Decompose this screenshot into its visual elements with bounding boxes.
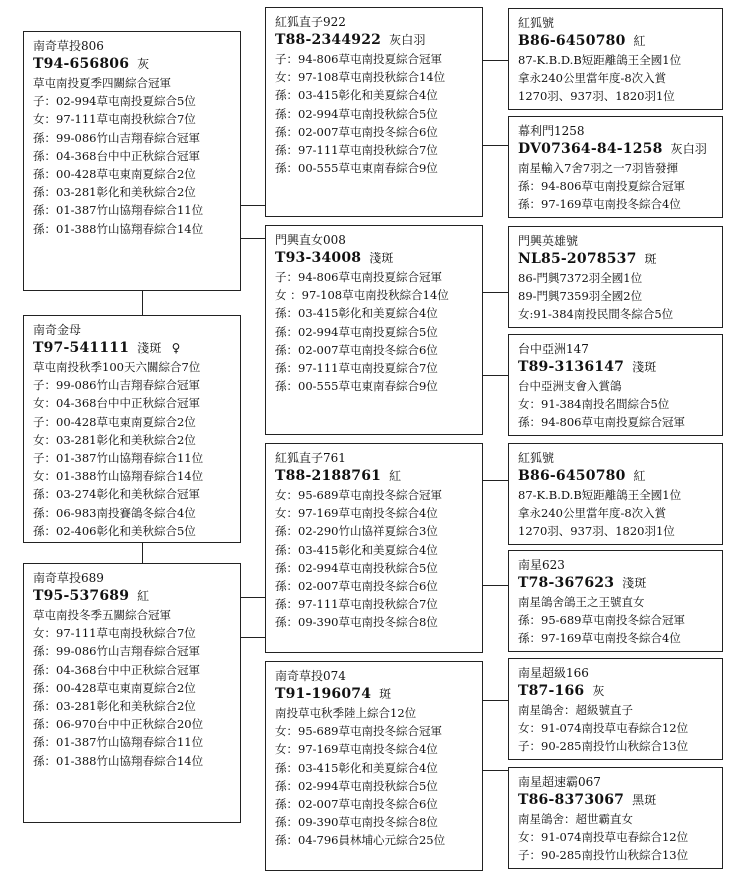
record-line: 子：94-806草屯南投夏綜合冠軍 (275, 52, 442, 66)
feather-color: 淺斑 (632, 360, 657, 374)
ring-number: T86-8373067 (518, 792, 625, 808)
ring-number: NL85-2078537 (518, 251, 637, 267)
pigeon-name: 紅狐號 (518, 16, 555, 30)
record-line: 孫：97-111草屯南投秋綜合7位 (275, 143, 438, 158)
feather-color: 灰 (137, 57, 150, 71)
record-line: 孫：01-387竹山協翔春綜合11位 (33, 735, 204, 750)
feather-color: 紅 (633, 469, 646, 483)
record-line: 女：97-169草屯南投冬綜合4位 (275, 506, 438, 521)
record-line: 孫：04-368台中中正秋綜合冠軍 (33, 148, 200, 163)
grandsire-card[interactable] (265, 443, 483, 653)
record-line: 孫：97-169草屯南投冬綜合4位 (518, 631, 681, 645)
pigeon-name: 南奇草投689 (33, 571, 104, 585)
record-line: 草屯南投冬季五關綜合冠軍 (33, 608, 171, 622)
record-line: 南投草屯秋季陸上綜合12位 (275, 706, 417, 720)
sire-card[interactable] (23, 31, 241, 291)
connector-line (142, 542, 143, 563)
feather-color: 紅 (633, 34, 646, 48)
record-line: 孫：00-555草屯東南春綜合9位 (275, 161, 438, 176)
record-line: 孫：02-007草屯南投冬綜合6位 (275, 579, 438, 594)
ring-number: T78-367623 (518, 575, 615, 591)
record-line: 87-K.B.D.B短距離鴿王全國1位 (518, 488, 682, 502)
connector-line (240, 205, 265, 206)
ring-number: T88-2344922 (275, 32, 382, 48)
record-line: 孫：01-388竹山協翔春綜合14位 (33, 753, 204, 768)
record-line: 孫：94-806草屯南投夏綜合冠軍 (518, 415, 685, 429)
record-line: 孫：09-390草屯南投冬綜合8位 (275, 815, 438, 830)
ancestor-card[interactable] (508, 550, 723, 652)
record-line: 孫：02-290竹山協祥夏綜合3位 (275, 524, 438, 539)
female-icon: ♀ (171, 341, 181, 355)
pigeon-name: 紅狐直子761 (275, 451, 346, 465)
record-line: 孫：94-806草屯南投夏綜合冠軍 (518, 179, 685, 193)
record-line: 南星鴿舍：超級號直子 (518, 703, 633, 717)
record-line: 女：04-368台中中正秋綜合冠軍 (33, 396, 200, 411)
ancestor-card[interactable] (508, 443, 723, 545)
pigeon-name: 南星超級166 (518, 666, 589, 680)
record-line: 女：91-074南投草屯春綜合12位 (518, 721, 689, 735)
connector-line (482, 700, 508, 701)
record-line: 孫：03-274彰化和美秋綜合冠軍 (33, 487, 200, 502)
connector-line (240, 637, 265, 638)
pigeon-name: 南星超速霸067 (518, 775, 601, 789)
record-line: 台中亞洲支會入賞鴿 (518, 379, 622, 393)
record-line: 女：97-169草屯南投冬綜合4位 (275, 742, 438, 757)
record-line: 子：02-994草屯南投夏綜合5位 (33, 94, 196, 109)
record-line: 孫：02-994草屯南投秋綜合5位 (275, 778, 438, 793)
ancestor-card[interactable] (508, 767, 723, 869)
grandsire-card[interactable] (265, 7, 483, 217)
record-line: 草屯南投夏季四關綜合冠軍 (33, 76, 171, 90)
record-line: 孫：01-388竹山協翔春綜合14位 (33, 221, 204, 236)
record-line: 孫：04-796員林埔心元綜合25位 (275, 833, 446, 848)
record-line: 子：90-285南投竹山秋綜合13位 (518, 739, 689, 753)
record-line: 孫：00-428草屯東南夏綜合2位 (33, 680, 196, 695)
granddam-card[interactable] (265, 225, 483, 435)
ring-number: T87-166 (518, 683, 585, 699)
record-line: 孫：02-406彰化和美秋綜合5位 (33, 523, 196, 538)
pigeon-name: 幕利門1258 (518, 124, 585, 138)
record-line: 1270羽、937羽、1820羽1位 (518, 89, 675, 103)
record-line: 女：91-384南投名間綜合5位 (518, 397, 670, 411)
record-line: 子：01-387竹山協翔春綜合11位 (33, 451, 204, 466)
record-line: 草屯南投秋季100天六關綜合7位 (33, 360, 201, 374)
connector-line (142, 290, 143, 315)
ring-number: B86-6450780 (518, 33, 626, 49)
feather-color: 紅 (389, 469, 402, 483)
record-line: 孫：03-415彰化和美夏綜合4位 (275, 542, 438, 557)
ring-number: DV07364-84-1258 (518, 141, 663, 157)
record-line: 子：00-428草屯東南夏綜合2位 (33, 414, 196, 429)
ancestor-card[interactable] (508, 116, 723, 218)
connector-line (482, 375, 508, 376)
record-line: 1270羽、937羽、1820羽1位 (518, 524, 675, 538)
ancestor-card[interactable] (508, 658, 723, 760)
ancestor-card[interactable] (508, 334, 723, 436)
record-line: 女：97-111草屯南投秋綜合7位 (33, 112, 196, 127)
ring-number: T89-3136147 (518, 359, 625, 375)
connector-line (482, 60, 508, 61)
feather-color: 灰白羽 (389, 33, 426, 47)
record-line: 89-門興7359羽全國2位 (518, 289, 643, 303)
record-line: 南星輸入7舍7羽之一7羽皆發揮 (518, 161, 678, 175)
record-line: 南星鴿舍：超世霸直女 (518, 812, 633, 826)
record-line: 86-門興7372羽全國1位 (518, 271, 643, 285)
record-line: 孫：03-415彰化和美夏綜合4位 (275, 306, 438, 321)
record-line: 孫：00-428草屯東南夏綜合2位 (33, 167, 196, 182)
ring-number: T95-537689 (33, 588, 130, 604)
record-line: 孫：95-689草屯南投冬綜合冠軍 (518, 613, 685, 627)
feather-color: 斑 (379, 687, 392, 701)
pigeon-name: 門興直女008 (275, 233, 346, 247)
record-line: 女 ：97-108草屯南投秋綜合14位 (275, 288, 449, 303)
record-line: 孫：00-555草屯東南春綜合9位 (275, 379, 438, 394)
record-line: 女：03-281彰化和美秋綜合2位 (33, 432, 196, 447)
feather-color: 紅 (137, 589, 150, 603)
record-line: 女:91-384南投民間冬綜合5位 (518, 307, 674, 321)
pigeon-name: 南奇草投074 (275, 669, 346, 683)
feather-color: 淺斑 (369, 251, 394, 265)
record-line: 女：97-108草屯南投秋綜合14位 (275, 70, 446, 85)
pigeon-name: 門興英雄號 (518, 234, 579, 248)
feather-color: 淺斑 (137, 341, 162, 355)
record-line: 孫：02-994草屯南投秋綜合5位 (275, 106, 438, 121)
connector-line (240, 597, 265, 598)
pigeon-name: 南奇草投806 (33, 39, 104, 53)
feather-color: 黑斑 (632, 793, 657, 807)
record-line: 孫：97-111草屯南投夏綜合7位 (275, 361, 438, 376)
dam-card[interactable] (23, 315, 241, 543)
record-line: 孫：03-415彰化和美夏綜合4位 (275, 88, 438, 103)
record-line: 孫：09-390草屯南投冬綜合8位 (275, 615, 438, 630)
record-line: 女：97-111草屯南投秋綜合7位 (33, 626, 196, 641)
pigeon-name: 台中亞洲147 (518, 342, 589, 356)
record-line: 孫：03-281彰化和美秋綜合2位 (33, 699, 196, 714)
record-line: 孫：04-368台中中正秋綜合冠軍 (33, 662, 200, 677)
record-line: 孫：02-007草屯南投冬綜合6位 (275, 797, 438, 812)
record-line: 87-K.B.D.B短距離鴿王全國1位 (518, 53, 682, 67)
record-line: 孫：03-415彰化和美夏綜合4位 (275, 760, 438, 775)
record-line: 拿永240公里當年度-8次入賞 (518, 506, 667, 520)
connector-line (482, 292, 508, 293)
ancestor-card[interactable] (508, 8, 723, 110)
feather-color: 灰白羽 (670, 142, 708, 156)
connector-line (482, 480, 508, 481)
record-line: 孫：97-169草屯南投冬綜合4位 (518, 197, 681, 211)
granddam-card[interactable] (265, 661, 483, 871)
record-line: 子：90-285南投竹山秋綜合13位 (518, 848, 689, 862)
ring-number: T94-656806 (33, 56, 130, 72)
record-line: 孫：99-086竹山吉翔春綜合冠軍 (33, 130, 200, 145)
record-line: 孫：06-983南投賽鴿冬綜合4位 (33, 505, 196, 520)
record-line: 孫：02-007草屯南投冬綜合6位 (275, 342, 438, 357)
pigeon-name: 南奇金母 (33, 323, 82, 337)
record-line: 子：94-806草屯南投夏綜合冠軍 (275, 270, 442, 284)
record-line: 孫：97-111草屯南投秋綜合7位 (275, 597, 438, 612)
ring-number: T91-196074 (275, 686, 372, 702)
pigeon-name: 南星623 (518, 558, 565, 572)
record-line: 孫：02-994草屯南投秋綜合5位 (275, 560, 438, 575)
record-line: 南星鴿舍鴿王之王號直女 (518, 595, 645, 609)
record-line: 孫：03-281彰化和美秋綜合2位 (33, 185, 196, 200)
record-line: 孫：02-007草屯南投冬綜合6位 (275, 124, 438, 139)
feather-color: 斑 (644, 252, 657, 266)
record-line: 子：99-086竹山吉翔春綜合冠軍 (33, 378, 200, 393)
record-line: 女：95-689草屯南投冬綜合冠軍 (275, 488, 442, 502)
record-line: 孫：99-086竹山吉翔春綜合冠軍 (33, 644, 200, 659)
connector-line (240, 238, 265, 239)
record-line: 孫：01-387竹山協翔春綜合11位 (33, 203, 204, 218)
connector-line (482, 770, 508, 771)
feather-color: 淺斑 (622, 576, 647, 590)
record-line: 女：01-388竹山協翔春綜合14位 (33, 469, 204, 484)
connector-line (482, 585, 508, 586)
pigeon-name: 紅狐號 (518, 451, 555, 465)
record-line: 孫：06-970台中中正秋綜合20位 (33, 717, 204, 732)
ring-number: B86-6450780 (518, 468, 626, 484)
pigeon-name: 紅狐直子922 (275, 15, 346, 29)
third-pigeon-card[interactable] (23, 563, 241, 823)
feather-color: 灰 (592, 684, 605, 698)
ring-number: T88-2188761 (275, 468, 382, 484)
record-line: 女：91-074南投草屯春綜合12位 (518, 830, 689, 844)
ring-number: T93-34008 (275, 250, 362, 266)
record-line: 拿永240公里當年度-8次入賞 (518, 71, 667, 85)
ancestor-card[interactable] (508, 226, 723, 328)
connector-line (482, 145, 508, 146)
record-line: 孫：02-994草屯南投夏綜合5位 (275, 324, 438, 339)
ring-number: T97-541111 (33, 340, 130, 356)
record-line: 女：95-689草屯南投冬綜合冠軍 (275, 724, 442, 739)
